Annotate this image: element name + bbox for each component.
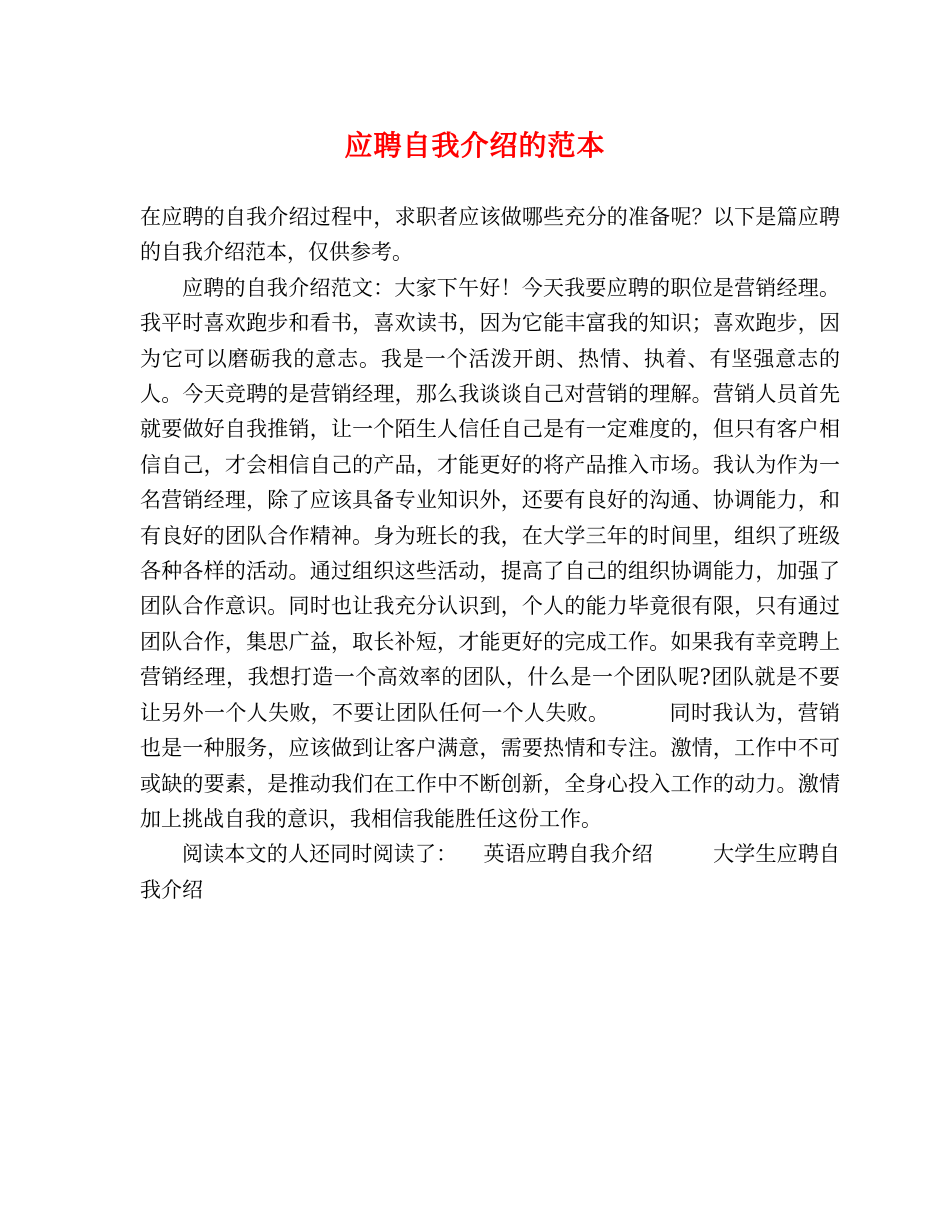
document-title: 应聘自我介绍的范本 [344, 129, 606, 162]
related-reading-label: 阅读本文的人还同时阅读了： [182, 842, 458, 867]
document-body [140, 200, 840, 908]
sample-text-part1: 应聘的自我介绍范文：大家下午好！今天我要应聘的职位是营销经理。我平时喜欢跑步和看书，喜欢读书，因为它能丰富我的知识；喜欢跑步，因为它可以磨砺我的意志。我是一个活泼开朗、热情、执着、有坚强意志的人。今天竞聘的是营销经理，那么我谈谈自己对营销的理解。营销人员首先就要做好自我推销，让一个陌生人信任自己是有一定难度的，但只有客户相信自己，才会相信自己的产品，才能更好的将产品推入市场。我认为作为一名营销经理，除了应该具备专业知识外，还要有良好的沟通、协调能力，和有良好的团队合作精神。身为班长的我，在大学三年的时间里，组织了班级各种各样的活动。通过组织这些活动，提高了自己的组织协调能力，加强了团队合作意识。同时也让我充分认识到，个人的能力毕竟很有限，只有通过团队合作，集思广益，取长补短，才能更好的完成工作。如果我有幸竞聘上营销经理，我想打造一个高效率的团队，什么是一个团队呢?团队就是不要让另外一个人失败，不要让团队任何一个人失败。 [140, 275, 840, 725]
sample-text-part2: 同时我认为，营销也是一种服务，应该做到让客户满意，需要热情和专注。激情，工作中不可或缺的要素，是推动我们在工作中不断创新，全身心投入工作的动力。激情加上挑战自我的意识，我相信我能胜任这份工作。 [140, 700, 841, 831]
related-reading-paragraph [140, 837, 840, 908]
sample-paragraph [140, 271, 840, 838]
intro-paragraph: 在应聘的自我介绍过程中，求职者应该做哪些充分的准备呢？以下是篇应聘的自我介绍范本，仅供参考。 [140, 205, 840, 265]
related-link-college-intro[interactable]: 大学生应聘自我介绍 [140, 842, 841, 902]
related-link-english-intro[interactable]: 英语应聘自我介绍 [483, 842, 653, 867]
